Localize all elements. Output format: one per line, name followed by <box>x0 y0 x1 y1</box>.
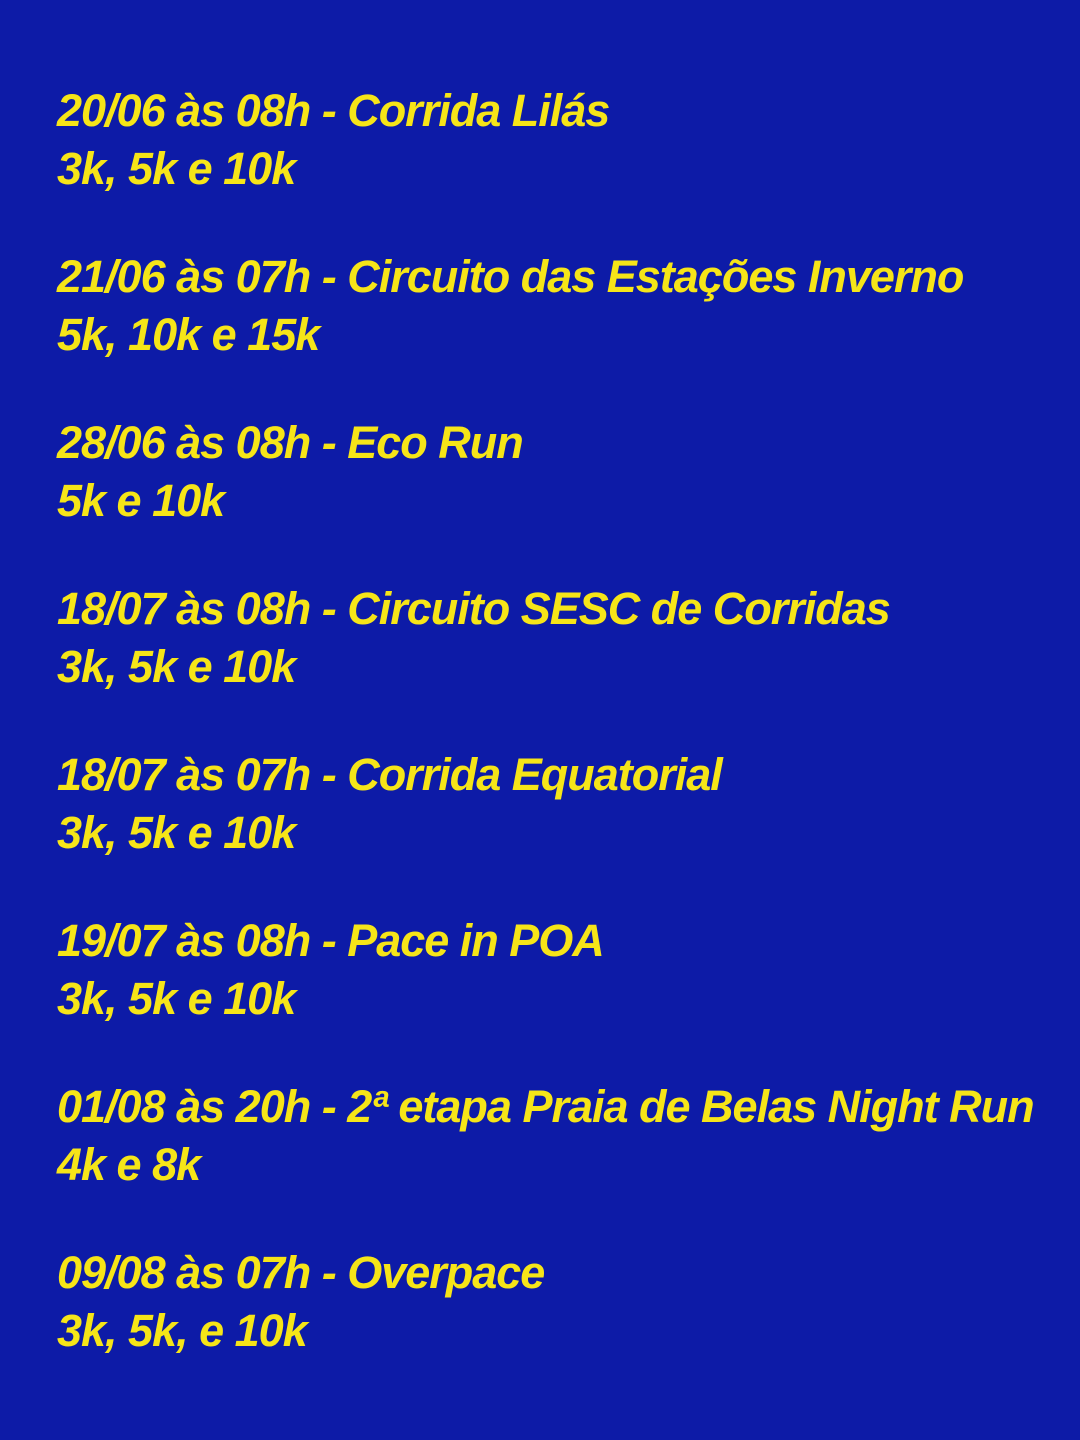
event-title: 21/06 às 07h - Circuito das Estações Inverno <box>57 251 964 302</box>
event-item <box>57 1244 1050 1360</box>
event-title: 19/07 às 08h - Pace in POA <box>57 915 604 966</box>
event-distances: 5k, 10k e 15k <box>57 309 320 360</box>
event-title: 28/06 às 08h - Eco Run <box>57 417 523 468</box>
event-item <box>57 580 1050 696</box>
event-item <box>57 746 1050 862</box>
event-title: 18/07 às 07h - Corrida Equatorial <box>57 749 722 800</box>
event-title: 18/07 às 08h - Circuito SESC de Corridas <box>57 583 890 634</box>
event-distances: 3k, 5k e 10k <box>57 143 296 194</box>
event-title: 09/08 às 07h - Overpace <box>57 1247 545 1298</box>
event-item <box>57 414 1050 530</box>
event-distances: 3k, 5k e 10k <box>57 973 296 1024</box>
event-item <box>57 1078 1050 1194</box>
event-distances: 4k e 8k <box>57 1139 201 1190</box>
event-item <box>57 248 1050 364</box>
event-distances: 3k, 5k, e 10k <box>57 1305 307 1356</box>
event-distances: 5k e 10k <box>57 475 225 526</box>
event-item <box>57 82 1050 198</box>
event-title: 20/06 às 08h - Corrida Lilás <box>57 85 610 136</box>
event-item <box>57 912 1050 1028</box>
event-distances: 3k, 5k e 10k <box>57 807 296 858</box>
event-title: 01/08 às 20h - 2ª etapa Praia de Belas Night Run <box>57 1081 1034 1132</box>
event-distances: 3k, 5k e 10k <box>57 641 296 692</box>
